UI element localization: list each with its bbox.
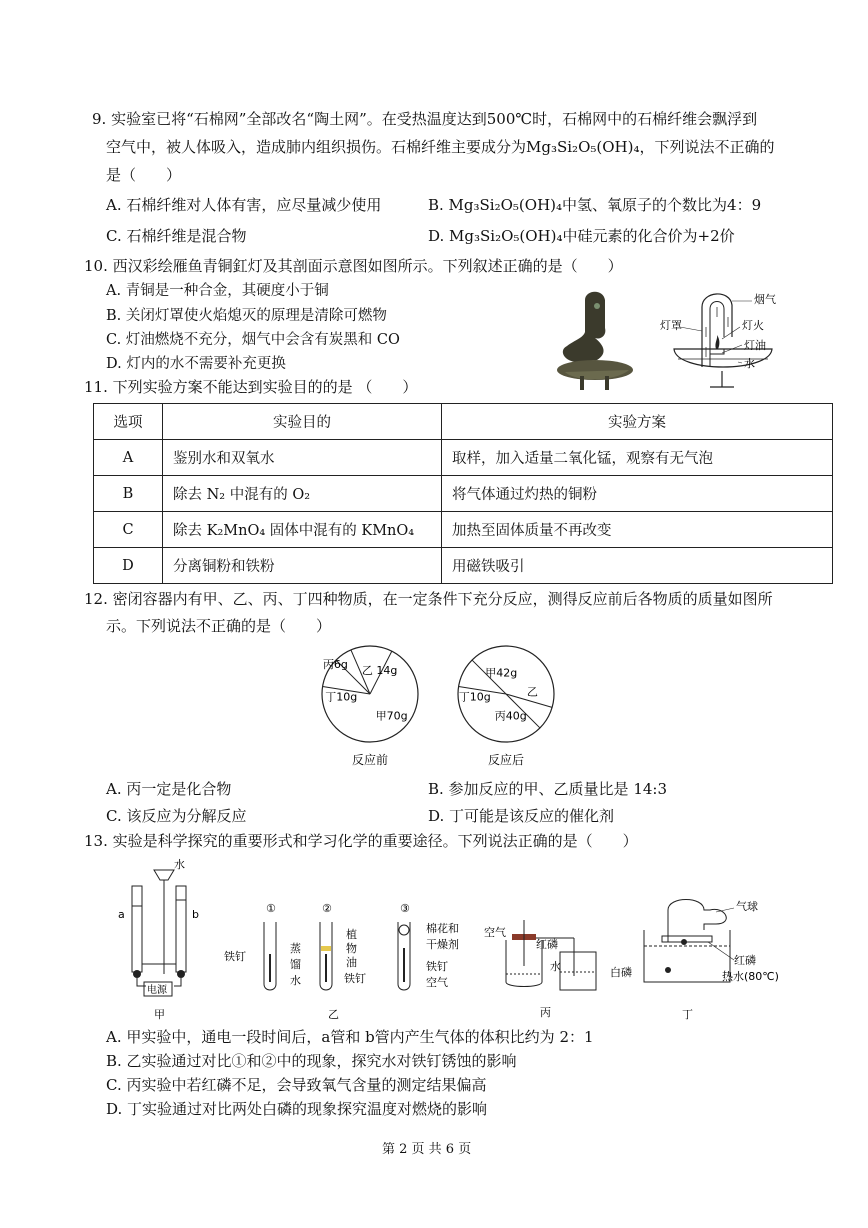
label-iron-nail-3: 铁钉	[426, 960, 448, 973]
table-cell: 加热至固体质量不再改变	[442, 512, 833, 548]
page-footer: 第 2 页 共 6 页	[382, 1142, 472, 1157]
table-row	[94, 548, 833, 584]
label-tube-2: ②	[322, 902, 332, 915]
q13-option-c: C. 丙实验中若红磷不足，会导致氧气含量的测定结果偏高	[106, 1076, 487, 1094]
table-row	[94, 440, 833, 476]
table-cell: 用磁铁吸引	[442, 548, 833, 584]
q13-stem: 13. 实验是科学探究的重要形式和学习化学的重要途径。下列说法正确的是（ ）	[84, 832, 638, 850]
table-cell: 除去 N₂ 中混有的 O₂	[163, 476, 442, 512]
label-hot-water: 热水(80℃)	[722, 970, 779, 983]
label-balloon: 气球	[736, 900, 758, 913]
label-flame: 灯火	[742, 319, 764, 332]
label-air: 空气	[426, 976, 448, 989]
pie-label-甲: 甲42g	[485, 666, 518, 680]
figure-label-jia: 甲	[154, 1008, 165, 1021]
figure-label-yi: 乙	[328, 1008, 339, 1021]
pie-chart-after	[458, 646, 554, 742]
table-cell: D	[94, 548, 163, 584]
figure-yi-rust-tubes	[218, 900, 476, 1024]
pie-label-甲: 甲70g	[375, 709, 408, 723]
label-tube-a: a	[118, 908, 125, 921]
table-cell: B	[94, 476, 163, 512]
q12-option-b: B. 参加反应的甲、乙质量比是 14:3	[428, 780, 668, 798]
q9-option-d: D. Mg₃Si₂O₅(OH)₄中硅元素的化合价为+2价	[428, 227, 735, 245]
q10-option-d: D. 灯内的水不需要补充更换	[106, 356, 286, 372]
table-header: 选项	[94, 404, 163, 440]
q13-option-d: D. 丁实验通过对比两处白磷的现象探究温度对燃烧的影响	[106, 1100, 488, 1118]
pie-label-丙: 丙40g	[494, 709, 527, 723]
label-veg-oil-1: 植	[346, 928, 357, 941]
label-veg-oil-3: 油	[346, 956, 357, 969]
q9-option-a: A. 石棉纤维对人体有害，应尽量减少使用	[106, 196, 382, 214]
figure-ding-combustion	[610, 884, 790, 1024]
q12-pie-charts	[300, 642, 560, 772]
table-cell: 取样，加入适量二氧化锰，观察有无气泡	[442, 440, 833, 476]
q12-option-a: A. 丙一定是化合物	[106, 780, 232, 798]
table-header: 实验方案	[442, 404, 833, 440]
table-header: 实验目的	[163, 404, 442, 440]
q11-stem: 11. 下列实验方案不能达到实验目的的是 （ ）	[84, 378, 418, 396]
label-iron-nail-1: 铁钉	[224, 950, 246, 963]
label-white-phosphorus: 白磷	[610, 966, 632, 979]
label-tube-b: b	[192, 908, 199, 921]
pie-before-caption: 反应前	[351, 753, 389, 767]
label-distilled-water-3: 水	[290, 974, 301, 987]
pie-label-丁: 丁10g	[325, 690, 358, 704]
figure-label-bing: 丙	[540, 1006, 551, 1019]
q11-table	[93, 403, 833, 584]
q10-option-b: B. 关闭灯罩使火焰熄灭的原理是清除可燃物	[106, 308, 387, 324]
figure-jia-electrolysis	[118, 856, 208, 1024]
table-row	[94, 476, 833, 512]
label-water: 水	[174, 858, 185, 871]
figure-bing-oxygen-measure	[484, 910, 608, 1024]
q9-option-c: C. 石棉纤维是混合物	[106, 227, 247, 245]
table-cell: 鉴别水和双氧水	[163, 440, 442, 476]
q9-option-b: B. Mg₃Si₂O₅(OH)₄中氢、氧原子的个数比为4：9	[428, 196, 762, 214]
q9-stem-line1: 9. 实验室已将“石棉网”全部改名“陶土网”。在受热温度达到500℃时，石棉网中的石棉纤维会飘浮到	[92, 110, 758, 128]
label-iron-nail-2: 铁钉	[344, 972, 366, 985]
q12-stem-line1: 12. 密闭容器内有甲、乙、丙、丁四种物质，在一定条件下充分反应，测得反应前后各物质的质量如图所	[84, 590, 773, 608]
label-cotton-desiccant-2: 干燥剂	[426, 938, 459, 951]
q9-stem-line3: 是（ ）	[106, 166, 182, 184]
pie-label-丙: 丙6g	[322, 658, 348, 672]
label-distilled-water-2: 馏	[290, 958, 301, 971]
q12-stem-line2: 示。下列说法不正确的是（ ）	[106, 617, 332, 635]
figure-label-ding: 丁	[682, 1008, 693, 1021]
table-row	[94, 512, 833, 548]
label-veg-oil-2: 物	[346, 942, 357, 955]
q13-option-a: A. 甲实验中，通电一段时间后，a管和 b管内产生气体的体积比约为 2：1	[106, 1028, 594, 1046]
label-lamp-oil: 灯油	[744, 339, 766, 352]
table-cell: C	[94, 512, 163, 548]
q12-option-d: D. 丁可能是该反应的催化剂	[428, 807, 615, 825]
table-cell: 除去 K₂MnO₄ 固体中混有的 KMnO₄	[163, 512, 442, 548]
label-smoke: 烟气	[754, 293, 776, 306]
label-red-phosphorus: 红磷	[734, 954, 756, 967]
lamp-cross-section-diagram	[660, 287, 790, 391]
label-power-supply: 电源	[147, 985, 167, 996]
table-cell: 将气体通过灼热的铜粉	[442, 476, 833, 512]
pie-label-乙: 乙 14g	[361, 664, 398, 677]
q13-option-b: B. 乙实验通过对比①和②中的现象，探究水对铁钉锈蚀的影响	[106, 1052, 517, 1070]
label-air: 空气	[484, 926, 506, 939]
pie-after-caption: 反应后	[487, 753, 525, 767]
table-cell: A	[94, 440, 163, 476]
label-red-phosphorus: 红磷	[536, 938, 558, 951]
bronze-lamp-photo	[545, 288, 645, 392]
pie-chart-before	[322, 646, 418, 742]
q9-stem-line2: 空气中，被人体吸入，造成肺内组织损伤。石棉纤维主要成分为Mg₃Si₂O₅(OH)₄，下列说法不正确的	[106, 138, 775, 156]
pie-label-乙: 乙	[526, 685, 538, 699]
label-tube-1: ①	[266, 902, 276, 915]
q10-option-c: C. 灯油燃烧不充分，烟气中会含有炭黑和 CO	[106, 332, 400, 348]
label-tube-3: ③	[400, 902, 410, 915]
q10-option-a: A. 青铜是一种合金，其硬度小于铜	[106, 283, 329, 299]
table-cell: 分离铜粉和铁粉	[163, 548, 442, 584]
q12-option-c: C. 该反应为分解反应	[106, 807, 247, 825]
label-water: 水	[744, 357, 755, 370]
label-water: 水	[550, 960, 561, 973]
label-lampshade: 灯罩	[660, 319, 682, 332]
label-distilled-water-1: 蒸	[290, 942, 301, 955]
pie-label-丁: 丁10g	[458, 690, 491, 704]
label-cotton-desiccant-1: 棉花和	[426, 922, 459, 935]
q10-stem: 10. 西汉彩绘雁鱼青铜釭灯及其剖面示意图如图所示。下列叙述正确的是（ ）	[84, 257, 623, 275]
